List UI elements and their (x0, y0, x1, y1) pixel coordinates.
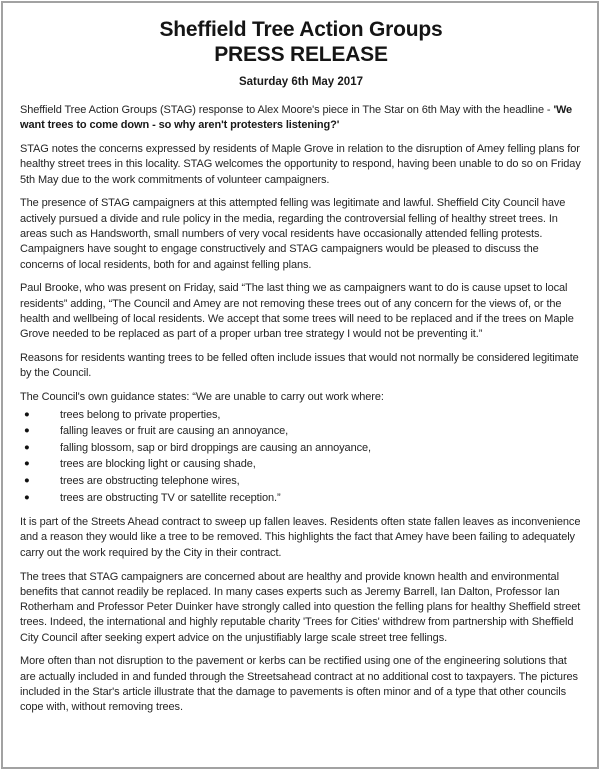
title-line-2: PRESS RELEASE (214, 43, 388, 66)
list-item (20, 423, 582, 440)
paragraph-healthy-trees: The trees that STAG campaigners are concerned about are healthy and provide known health and environmental benefits that cannot readily be replaced. In many cases experts such as Jeremy Barrell, Ian Dalton, Professor Ian Rotherham and Professor Peter Duinker have strongly called into question the felling plans for healthy Sheffield street trees. Indeed, the international and highly reputable charity 'Trees for Cities' withdrew from partnership with Sheffield City Council after seeking expert advice on the unjustifiably large scale street tree fellings. (20, 570, 581, 644)
bullet-icon: ● (24, 408, 30, 420)
list-item (20, 473, 582, 490)
paragraph-reasons: Reasons for residents wanting trees to be felled often include issues that would not normally be considered legitimate by the Council. (20, 352, 579, 380)
list-item (20, 440, 582, 457)
intro-text: Sheffield Tree Action Groups (STAG) response to Alex Moore's piece in The Star on 6th May with the headline - (20, 104, 554, 116)
paragraph-streets-ahead: It is part of the Streets Ahead contract to sweep up fallen leaves. Residents often state fallen leaves as inconvenience and a reason they would like a tree to be removed. This highlights the fact that Amey have been failing to adequately carry out the work required by the City in their contract. (20, 516, 581, 559)
list-item-text: falling blossom, sap or bird droppings are causing an annoyance, (60, 441, 371, 454)
list-item-text: falling leaves or fruit are causing an annoyance, (60, 425, 289, 438)
list-item (20, 490, 582, 507)
intro-paragraph (20, 103, 582, 134)
list-item-text: trees are obstructing TV or satellite reception.” (60, 491, 281, 504)
paragraph-presence: The presence of STAG campaigners at this attempted felling was legitimate and lawful. Sheffield City Council have actively pursued a divide and rule policy in the media, regarding the controversial felling of healthy street trees. In areas such as Handsworth, small numbers of very vocal residents have occasionally attended felling protests. Campaigners have sought to engage constructively and STAG campaigners would be pleased to discuss the concerns of local residents, both for and against felling plans. (20, 197, 566, 271)
page-title (20, 17, 582, 67)
bullet-icon: ● (24, 458, 30, 470)
paragraph-paul-brooke: Paul Brooke, who was present on Friday, said “The last thing we as campaigners want to do is cause upset to local residents” adding, “The Council and Amey are not removing these trees out of any concern for the views of, or the health and wellbeing of local residents. We accept that some trees will need to be replaced and if the trees on Maple Grove needed to be replaced as part of a proper urban tree strategy I would not be preventing it.” (20, 282, 574, 341)
bullet-icon: ● (24, 441, 30, 453)
list-item (20, 407, 582, 424)
date-line: Saturday 6th May 2017 (238, 76, 363, 88)
paragraph-stag-notes: STAG notes the concerns expressed by residents of Maple Grove in relation to the disruption of Amey felling plans for healthy street trees in this locality. STAG welcomes the opportunity to respond, having been unable to do so on Friday 5th May due to the work commitments of volunteer campaigners. (20, 143, 581, 186)
press-release-page (1, 1, 599, 769)
intro-headline-quote: 'We want trees to come down - so why aren't protesters listening?' (20, 104, 573, 132)
list-item-text: trees belong to private properties, (60, 408, 221, 421)
title-line-1: Sheffield Tree Action Groups (159, 18, 443, 41)
bullet-icon: ● (24, 491, 30, 503)
bullet-icon: ● (24, 474, 30, 486)
paragraph-disruption: More often than not disruption to the pavement or kerbs can be rectified using one of the engineering solutions that are actually included in and funded through the Streetsahead contract at no additional cost to taxpayers. The pictures included in the Star's article illustrate that the damage to pavements is often minor and of a type that other councils cope with, without removing trees. (20, 655, 578, 714)
bullet-icon: ● (24, 425, 30, 437)
guidance-lead: The Council's own guidance states: “We are unable to carry out work where: (20, 391, 384, 404)
list-item-text: trees are obstructing telephone wires, (60, 474, 240, 487)
list-item (20, 456, 582, 473)
guidance-bullet-list (20, 407, 582, 507)
doc-body (20, 103, 582, 716)
list-item-text: trees are blocking light or causing shade, (60, 458, 256, 471)
